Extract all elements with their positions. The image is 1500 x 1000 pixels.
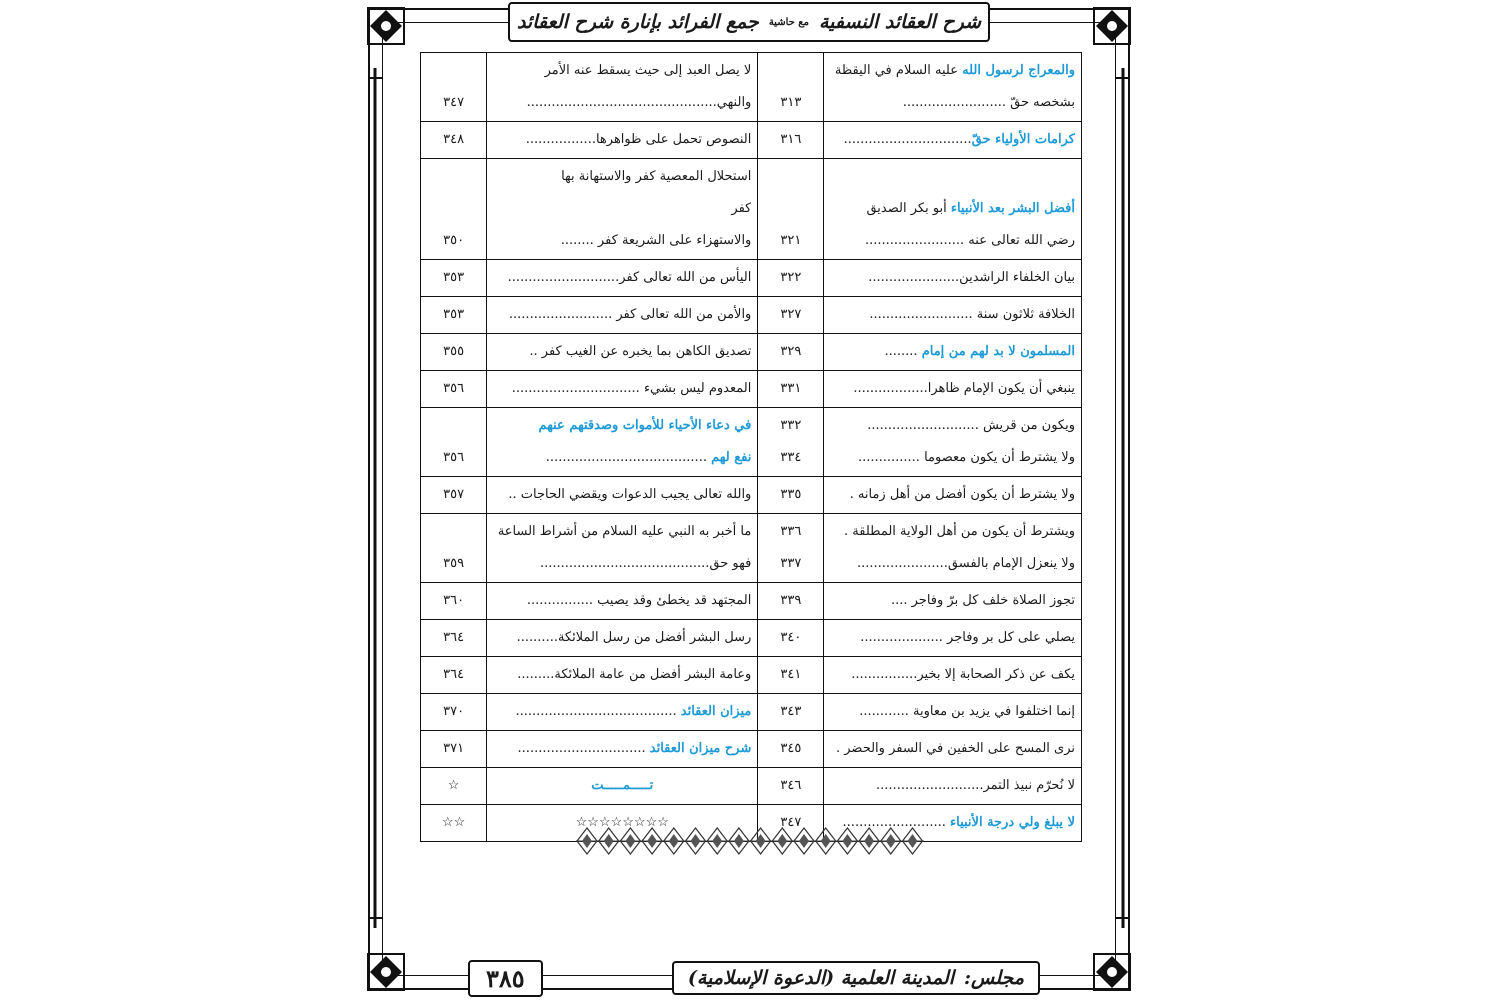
topic-left-line-segment: في دعاء الأحياء للأموات وصدقتهم عنهم [538,418,752,433]
table-row [421,297,1082,334]
page-ref-right [758,620,824,657]
page-ref-left-value: ٣٦٠ [443,593,465,608]
header-right-title: شرح العقائد النسفية [818,11,982,33]
topic-right [824,122,1082,159]
topic-left-line-segment: ما أخبر به النبي عليه السلام من أشراط الساعة [497,524,752,539]
topic-right [824,371,1082,408]
divider-diamond-inner [756,834,766,848]
page-ref-left-value: ٣٧١ [443,741,465,756]
topic-right-line-segment: عليه السلام في اليقظة [834,63,963,78]
page-ref-left-value: ٣٥٣ [443,270,465,285]
page-ref-right [758,768,824,805]
page-ref-right [758,334,824,371]
page-ref-left-value: ☆☆ [441,815,466,830]
footer-publisher [672,961,1040,995]
topic-left [487,122,758,159]
topic-left-line-segment: والأمن من الله تعالى كفر ......................... [508,307,752,322]
topic-left-line-segment: ....................................... [545,450,712,465]
table-row [421,620,1082,657]
page-ref-left [421,334,487,371]
topic-right-line-segment: لا يبلغ ولي درجة الأنبياء [950,815,1075,830]
page-ref-right-value: ٣٢٢ [780,270,802,285]
topic-right-line-segment: ويشترط أن يكون من أهل الولاية المطلقة . [844,524,1075,539]
topic-left [487,514,758,583]
page-ref-left [421,122,487,159]
page-ref-right [758,159,824,260]
page-ref-right-value: ٣٣٢ [780,418,802,433]
divider-diamond-inner [821,834,831,848]
page-ref-right-value: ٣٤١ [780,667,802,682]
table-row [421,159,1082,260]
corner-ornament-bottom-right [1092,952,1132,992]
page-ref-right [758,477,824,514]
topic-left-line [493,225,751,257]
topic-left-line-segment: تصديق الكاهن بما يخبره عن الغيب كفر .. [529,344,752,359]
topic-right [824,620,1082,657]
divider-diamond-inner [908,834,918,848]
topic-right-line-segment: المسلمون لا بد لهم من إمام [921,344,1075,359]
table-row [421,334,1082,371]
topic-right-line-segment: الخلافة ثلاثون سنة ......................... [869,307,1075,322]
page-ref-right-value: ٣٤٧ [780,815,802,830]
table-row [421,53,1082,122]
topic-left [487,694,758,731]
page-ref-left [421,657,487,694]
topic-right [824,657,1082,694]
topic-right-line-segment: ولا يشترط أن يكون معصوما ............... [857,450,1075,465]
topic-left-line-segment: وعامة البشر أفضل من عامة الملائكة......... [517,667,752,682]
topic-left-line-segment: النصوص تحمل على ظواهرها................. [525,132,752,147]
page-ref-right-value: ٣٢١ [780,233,802,248]
page-ref-left [421,768,487,805]
topic-right-line-segment: ............................... [843,132,972,147]
topic-right-line [830,373,1075,405]
topic-right [824,477,1082,514]
topic-right-line [830,516,1075,548]
topic-left [487,260,758,297]
header-banner [508,2,990,42]
topic-left-line-segment: ☆☆☆☆☆☆☆☆ [575,815,669,830]
topic-right-line-segment: والمعراج لرسول الله [962,63,1075,78]
topic-left-line [493,548,751,580]
topic-right-line [830,87,1075,119]
page-ref-right-value: ٣٣٩ [780,593,802,608]
page-ref-right [758,731,824,768]
topic-right [824,260,1082,297]
divider-diamond-inner [691,834,701,848]
topic-right [824,731,1082,768]
page-ref-left [421,805,487,842]
topic-right-line [830,733,1075,765]
page-ref-right [758,371,824,408]
page-ref-right-value: ٣٤٣ [780,704,802,719]
page-ref-right-value: ٣٢٧ [780,307,802,322]
topic-right-line-segment: ولا ينعزل الإمام بالفسق...................... [857,556,1075,571]
topic-left [487,408,758,477]
page-ref-right-value: ٣٣٥ [780,487,802,502]
topic-right-line-segment: تجوز الصلاة خلف كل برّ وفاجر .... [890,593,1075,608]
topic-right-line-segment: أبو بكر الصديق [866,201,951,216]
page-ref-right-value: ٣٣٦ [780,524,802,539]
divider-diamond-inner [669,834,679,848]
left-side-ornament [368,68,382,928]
topic-left-line-segment: والله تعالى يجيب الدعوات ويقضي الحاجات .. [508,487,752,502]
page-number: ٣٨٥ [468,960,543,997]
topic-left [487,477,758,514]
topic-left-line-segment: ميزان العقائد [680,704,752,719]
corner-ornament-top-right [1092,6,1132,46]
topic-left-line-segment: والاستهزاء على الشريعة كفر ........ [560,233,752,248]
topic-left-line-segment: نفع لهم [711,450,752,465]
topic-right [824,159,1082,260]
topic-right-line-segment: يصلي على كل بر وفاجر .................... [860,630,1075,645]
topic-right-line-segment: لا نُحرّم نبيذ التمر.......................... [876,778,1075,793]
table-row [421,408,1082,477]
topic-right-line-segment: ........ [884,344,922,359]
page-ref-right-value: ٣٣٧ [780,556,802,571]
divider-diamond-inner [777,834,787,848]
topic-left-line-segment: شرح ميزان العقائد [649,741,752,756]
topic-right-line [830,299,1075,331]
header-separator: مع حاشية [768,16,809,28]
topic-left-line [493,87,751,119]
topic-right-line [830,336,1075,368]
divider-diamond-inner [886,834,896,848]
topic-left [487,159,758,260]
topic-right-line [830,410,1075,442]
table-row [421,583,1082,620]
topic-right-line-segment: رضي الله تعالى عنه ........................ [865,233,1075,248]
right-side-ornament [1116,68,1130,928]
topic-left [487,657,758,694]
divider-diamond-inner [799,834,809,848]
corner-ornament-bottom-left [366,952,406,992]
topic-right-line-segment: إنما اختلفوا في يزيد بن معاوية ............ [859,704,1075,719]
page-ref-left-value: ٣٧٠ [443,704,465,719]
topic-left-line [493,770,751,802]
topic-left [487,371,758,408]
topic-left [487,53,758,122]
topic-right [824,334,1082,371]
topic-right [824,514,1082,583]
page-ref-left [421,583,487,620]
topic-left-line-segment: فهو حق......................................... [539,556,752,571]
topic-left-line [493,55,751,87]
topic-right-line-segment: أفضل البشر بعد الأنبياء [950,201,1075,216]
header-left-title: جمع الفرائد بإنارة شرح العقائد [516,11,759,33]
topic-right-line [830,548,1075,580]
page-ref-left [421,408,487,477]
table-row [421,122,1082,159]
page-ref-right [758,694,824,731]
topic-left-line [493,585,751,617]
topic-left-line [493,733,751,765]
topic-left-line-segment: المجتهد قد يخطئ وقد يصيب ................ [526,593,752,608]
page-ref-right [758,657,824,694]
page-ref-left [421,371,487,408]
page-ref-left-value: ٣٥٥ [443,344,465,359]
page-ref-left [421,53,487,122]
topic-right [824,53,1082,122]
divider-diamond-inner [842,834,852,848]
topic-left-line [493,442,751,474]
topic-right [824,408,1082,477]
table-row [421,514,1082,583]
page-ref-right [758,297,824,334]
topic-right-line-segment: كرامات الأولياء حقّ [971,132,1075,147]
page-ref-right-value: ٣١٣ [780,95,802,110]
topic-right-line-segment: نرى المسح على الخفين في السفر والحضر . [835,741,1075,756]
page-ref-left-value: ☆ [447,778,460,793]
topic-left [487,583,758,620]
divider-diamond-inner [734,834,744,848]
page-ref-right [758,583,824,620]
topic-right-line [830,124,1075,156]
topic-left-line-segment: والنهي.............................................. [526,95,752,110]
topic-right-line-segment: ولا يشترط أن يكون أفضل من أهل زمانه . [849,487,1075,502]
topic-left-line [493,659,751,691]
topic-left-line [493,124,751,156]
footer-bar [468,958,1040,998]
corner-ornament-top-left [366,6,406,46]
topic-left-line-segment: كفر [731,201,752,216]
page-ref-left-value: ٣٦٤ [443,630,465,645]
table-row [421,657,1082,694]
table-row [421,731,1082,768]
page-ref-left-value: ٣٥٠ [443,233,465,248]
table-row [421,371,1082,408]
table-row [421,477,1082,514]
topic-left-line-segment: تـــــمـــــت [591,778,654,793]
page-ref-left-value: ٣٦٤ [443,667,465,682]
topic-right-line [830,55,1075,87]
table-row [421,694,1082,731]
topic-left [487,731,758,768]
topic-right-line [830,585,1075,617]
topic-right-line-segment: ينبغي أن يكون الإمام ظاهرا.................. [853,381,1075,396]
topic-right-line-segment: يكف عن ذكر الصحابة إلا بخير................ [851,667,1075,682]
page-ref-left [421,477,487,514]
page-ref-right [758,260,824,297]
page-ref-left-value: ٣٤٨ [443,132,465,147]
page-ref-right [758,408,824,477]
topic-left-line [493,622,751,654]
divider-diamond-inner [647,834,657,848]
page-ref-right [758,122,824,159]
topic-right-line [830,479,1075,511]
page-ref-left [421,514,487,583]
page-ref-left-value: ٣٥٩ [443,556,465,571]
topic-right-line [830,622,1075,654]
page-ref-left-value: ٣٤٧ [443,95,465,110]
topic-left-line [493,193,751,225]
topic-left-line-segment: رسل البشر أفضل من رسل الملائكة.......... [516,630,752,645]
topic-left-line-segment: اليأس من الله تعالى كفر........................... [507,270,752,285]
divider-diamond-inner [582,834,592,848]
topic-right-line [830,225,1075,257]
topic-left-line-segment: لا يصل العبد إلى حيث يسقط عنه الأمر [544,63,752,78]
divider-diamond-inner [604,834,614,848]
topic-right-line-segment: ويكون من قريش ........................... [867,418,1075,433]
page-ref-right-value: ٣٤٥ [780,741,802,756]
topic-left-line [493,373,751,405]
ornamental-divider [576,826,924,856]
topic-left-line [493,410,751,442]
page-ref-right-value: ٣١٦ [780,132,802,147]
topic-left-line [493,336,751,368]
contents-table [420,52,1082,842]
topic-left-line [493,299,751,331]
topic-right-line [830,262,1075,294]
footer-publisher-name: المدينة العلمية (الدعوة الإسلامية) [687,967,955,989]
topic-right [824,297,1082,334]
topic-left-line-segment: ....................................... [515,704,681,719]
divider-diamond-inner [712,834,722,848]
page-ref-right [758,53,824,122]
footer-publisher-label: مجلس: [964,967,1024,989]
topic-left [487,620,758,657]
topic-left-line-segment: استحلال المعصية كفر والاستهانة بها [561,169,752,184]
page-ref-right-value: ٣٣١ [780,381,802,396]
topic-left-line [493,696,751,728]
page-ref-left [421,694,487,731]
divider-diamond-inner [625,834,635,848]
page-ref-left [421,260,487,297]
page-ref-left-value: ٣٥٦ [443,450,465,465]
page-ref-left-value: ٣٥٦ [443,381,465,396]
topic-right-line [830,770,1075,802]
topic-right-line [830,442,1075,474]
topic-left [487,768,758,805]
topic-right-line-segment: ......................... [842,815,950,830]
topic-right [824,694,1082,731]
topic-left-line [493,479,751,511]
topic-right-line-segment: بشخصه حقّ ......................... [902,95,1075,110]
page-ref-right-value: ٣٣٤ [780,450,802,465]
page-ref-left [421,620,487,657]
page-ref-right-value: ٣٤٠ [780,630,802,645]
divider-diamond-inner [864,834,874,848]
topic-left-line-segment: المعدوم ليس بشيء ............................... [511,381,752,396]
topic-left-line [493,262,751,294]
topic-left-line [493,161,751,193]
topic-left-line-segment: ............................... [517,741,650,756]
topic-left [487,297,758,334]
page-ref-left [421,159,487,260]
topic-right [824,768,1082,805]
topic-right-line [830,696,1075,728]
page-ref-left-value: ٣٥٧ [443,487,465,502]
page-ref-left [421,731,487,768]
topic-right-line [830,659,1075,691]
table-row [421,768,1082,805]
topic-right-line-segment: بيان الخلفاء الراشدين...................... [868,270,1075,285]
page-ref-right-value: ٣٤٦ [780,778,802,793]
page-ref-right-value: ٣٢٩ [780,344,802,359]
topic-right [824,583,1082,620]
page-ref-left [421,297,487,334]
table-row [421,260,1082,297]
topic-right-line [830,193,1075,225]
topic-left-line [493,516,751,548]
page-ref-right [758,514,824,583]
topic-left [487,334,758,371]
page-ref-left-value: ٣٥٣ [443,307,465,322]
